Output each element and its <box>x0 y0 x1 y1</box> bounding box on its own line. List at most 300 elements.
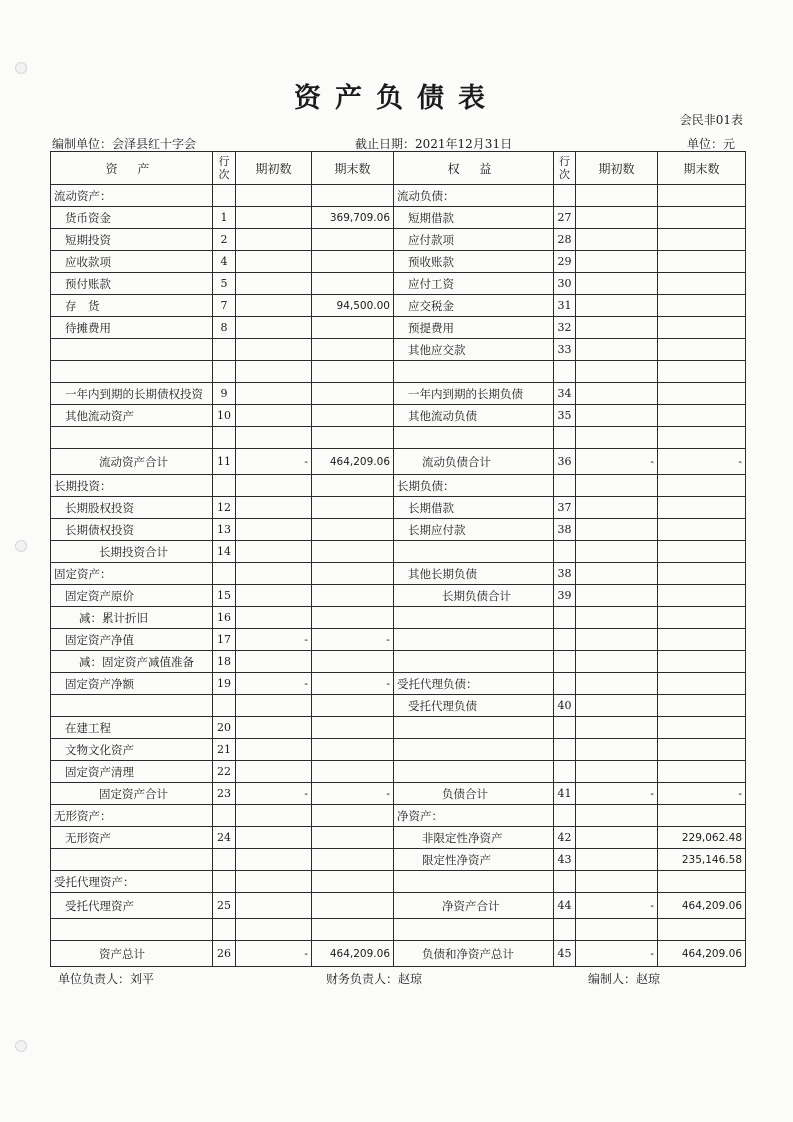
table-row <box>51 827 746 849</box>
asset-name: 无形资产： <box>51 805 213 827</box>
liability-end <box>658 519 746 541</box>
asset-line: 11 <box>213 449 236 475</box>
liability-name: 负债合计 <box>394 783 554 805</box>
liability-line <box>554 717 576 739</box>
liability-end: 464,209.06 <box>658 941 746 967</box>
asset-begin <box>236 651 312 673</box>
asset-end <box>312 427 394 449</box>
asset-line: 19 <box>213 673 236 695</box>
header-begin2: 期初数 <box>576 152 658 185</box>
liability-name: 净资产合计 <box>394 893 554 919</box>
asset-line: 12 <box>213 497 236 519</box>
punch-hole <box>15 62 27 74</box>
liability-begin <box>576 361 658 383</box>
asset-line: 2 <box>213 229 236 251</box>
liability-line <box>554 541 576 563</box>
asset-end: 369,709.06 <box>312 207 394 229</box>
asset-begin <box>236 251 312 273</box>
asset-begin <box>236 739 312 761</box>
asset-line: 20 <box>213 717 236 739</box>
liability-line <box>554 919 576 941</box>
asset-end <box>312 361 394 383</box>
asset-name: 减：固定资产减值准备 <box>51 651 213 673</box>
asset-end <box>312 805 394 827</box>
liability-end <box>658 405 746 427</box>
table-row <box>51 585 746 607</box>
liability-line: 28 <box>554 229 576 251</box>
table-row <box>51 317 746 339</box>
table-row <box>51 893 746 919</box>
liability-begin <box>576 629 658 651</box>
table-row <box>51 673 746 695</box>
liability-end <box>658 229 746 251</box>
liability-name: 净资产： <box>394 805 554 827</box>
table-row <box>51 497 746 519</box>
asset-line: 16 <box>213 607 236 629</box>
liability-name: 其他流动负债 <box>394 405 554 427</box>
liability-begin <box>576 607 658 629</box>
table-row <box>51 695 746 717</box>
asset-name: 一年内到期的长期债权投资 <box>51 383 213 405</box>
liability-begin <box>576 717 658 739</box>
asset-begin <box>236 405 312 427</box>
liability-end <box>658 761 746 783</box>
asset-name: 存 货 <box>51 295 213 317</box>
asset-begin <box>236 607 312 629</box>
liability-end <box>658 541 746 563</box>
liability-end <box>658 475 746 497</box>
asset-line: 25 <box>213 893 236 919</box>
header-line2: 行次 <box>554 152 576 185</box>
asset-line <box>213 563 236 585</box>
asset-begin <box>236 849 312 871</box>
asset-name <box>51 919 213 941</box>
liability-line: 29 <box>554 251 576 273</box>
page-title: 资产负债表 <box>294 83 499 114</box>
asset-end <box>312 761 394 783</box>
liability-begin <box>576 251 658 273</box>
liability-name: 流动负债： <box>394 185 554 207</box>
liability-line: 38 <box>554 563 576 585</box>
asset-name <box>51 361 213 383</box>
liability-begin <box>576 207 658 229</box>
liability-name <box>394 629 554 651</box>
asset-name: 固定资产合计 <box>51 783 213 805</box>
asset-end <box>312 717 394 739</box>
liability-end <box>658 295 746 317</box>
liability-end <box>658 563 746 585</box>
liability-name <box>394 871 554 893</box>
liability-name <box>394 427 554 449</box>
liability-name: 应付款项 <box>394 229 554 251</box>
asset-begin: - <box>236 629 312 651</box>
liability-end: 464,209.06 <box>658 893 746 919</box>
date-label: 截止日期：2021年12月31日 <box>355 137 513 151</box>
asset-name <box>51 339 213 361</box>
liability-begin: - <box>576 941 658 967</box>
liability-begin <box>576 651 658 673</box>
liability-name: 长期应付款 <box>394 519 554 541</box>
asset-begin <box>236 361 312 383</box>
table-row <box>51 427 746 449</box>
asset-end: - <box>312 673 394 695</box>
liability-name: 应交税金 <box>394 295 554 317</box>
liability-line <box>554 651 576 673</box>
asset-name: 受托代理资产 <box>51 893 213 919</box>
liability-begin: - <box>576 783 658 805</box>
asset-name: 固定资产清理 <box>51 761 213 783</box>
asset-line: 23 <box>213 783 236 805</box>
asset-end <box>312 405 394 427</box>
asset-begin <box>236 185 312 207</box>
liability-line <box>554 475 576 497</box>
liability-begin <box>576 761 658 783</box>
header-line: 行次 <box>213 152 236 185</box>
asset-name: 预付账款 <box>51 273 213 295</box>
asset-line: 4 <box>213 251 236 273</box>
asset-name: 短期投资 <box>51 229 213 251</box>
asset-begin <box>236 827 312 849</box>
asset-line: 21 <box>213 739 236 761</box>
asset-name: 固定资产净值 <box>51 629 213 651</box>
liability-line <box>554 739 576 761</box>
asset-begin: - <box>236 449 312 475</box>
asset-end <box>312 541 394 563</box>
liability-end <box>658 585 746 607</box>
liability-line <box>554 871 576 893</box>
liability-name: 长期负债合计 <box>394 585 554 607</box>
liability-name <box>394 651 554 673</box>
table-row <box>51 207 746 229</box>
liability-line: 39 <box>554 585 576 607</box>
asset-begin <box>236 229 312 251</box>
asset-end: - <box>312 629 394 651</box>
asset-name: 长期投资： <box>51 475 213 497</box>
asset-begin <box>236 475 312 497</box>
table-row <box>51 629 746 651</box>
liability-end <box>658 673 746 695</box>
liability-name <box>394 761 554 783</box>
asset-begin <box>236 893 312 919</box>
liability-end <box>658 651 746 673</box>
asset-name: 资产总计 <box>51 941 213 967</box>
asset-line: 1 <box>213 207 236 229</box>
liability-line <box>554 673 576 695</box>
asset-end <box>312 893 394 919</box>
liability-begin <box>576 317 658 339</box>
liability-end <box>658 427 746 449</box>
liability-name: 预提费用 <box>394 317 554 339</box>
asset-end <box>312 317 394 339</box>
asset-end <box>312 651 394 673</box>
liability-end <box>658 207 746 229</box>
asset-begin <box>236 871 312 893</box>
table-row <box>51 717 746 739</box>
liability-name <box>394 717 554 739</box>
asset-line: 9 <box>213 383 236 405</box>
asset-end <box>312 695 394 717</box>
asset-begin <box>236 497 312 519</box>
asset-line <box>213 695 236 717</box>
table-row <box>51 761 746 783</box>
liability-begin: - <box>576 893 658 919</box>
table-header <box>51 152 746 185</box>
asset-name: 待摊费用 <box>51 317 213 339</box>
asset-line: 13 <box>213 519 236 541</box>
liability-end <box>658 273 746 295</box>
asset-end <box>312 185 394 207</box>
liability-begin <box>576 229 658 251</box>
liability-line: 32 <box>554 317 576 339</box>
asset-begin: - <box>236 783 312 805</box>
liability-begin <box>576 585 658 607</box>
table-row <box>51 871 746 893</box>
liability-line: 27 <box>554 207 576 229</box>
liability-end <box>658 251 746 273</box>
liability-begin <box>576 475 658 497</box>
liability-begin <box>576 695 658 717</box>
table-row <box>51 251 746 273</box>
header-end: 期末数 <box>312 152 394 185</box>
asset-begin <box>236 273 312 295</box>
asset-end <box>312 273 394 295</box>
asset-name <box>51 695 213 717</box>
asset-name: 其他流动资产 <box>51 405 213 427</box>
table-row <box>51 519 746 541</box>
asset-line: 18 <box>213 651 236 673</box>
liability-begin <box>576 673 658 695</box>
asset-begin <box>236 339 312 361</box>
liability-begin <box>576 295 658 317</box>
asset-name: 在建工程 <box>51 717 213 739</box>
asset-line: 10 <box>213 405 236 427</box>
asset-end <box>312 383 394 405</box>
liability-line: 36 <box>554 449 576 475</box>
liability-name <box>394 739 554 761</box>
asset-end: 94,500.00 <box>312 295 394 317</box>
liability-end <box>658 361 746 383</box>
table-row <box>51 229 746 251</box>
footer-finance: 财务负责人：赵琼 <box>326 972 423 986</box>
header-begin: 期初数 <box>236 152 312 185</box>
liability-line <box>554 761 576 783</box>
asset-line <box>213 871 236 893</box>
liability-line: 31 <box>554 295 576 317</box>
liability-end <box>658 739 746 761</box>
liability-name: 其他应交款 <box>394 339 554 361</box>
liability-name: 应付工资 <box>394 273 554 295</box>
asset-name: 无形资产 <box>51 827 213 849</box>
liability-name: 短期借款 <box>394 207 554 229</box>
liability-line <box>554 607 576 629</box>
asset-line <box>213 185 236 207</box>
liability-name: 负债和净资产总计 <box>394 941 554 967</box>
liability-begin: - <box>576 449 658 475</box>
asset-line: 26 <box>213 941 236 967</box>
asset-name <box>51 849 213 871</box>
asset-begin <box>236 383 312 405</box>
liability-line: 30 <box>554 273 576 295</box>
liability-line: 45 <box>554 941 576 967</box>
table-row <box>51 849 746 871</box>
table-row <box>51 295 746 317</box>
table-row <box>51 273 746 295</box>
asset-begin: - <box>236 941 312 967</box>
liability-end: - <box>658 449 746 475</box>
liability-end <box>658 185 746 207</box>
table-row <box>51 783 746 805</box>
liability-end <box>658 871 746 893</box>
liability-line: 33 <box>554 339 576 361</box>
liability-name: 预收账款 <box>394 251 554 273</box>
punch-hole <box>15 1040 27 1052</box>
asset-begin <box>236 805 312 827</box>
liability-name: 受托代理负债： <box>394 673 554 695</box>
asset-end <box>312 251 394 273</box>
asset-name: 受托代理资产： <box>51 871 213 893</box>
liability-name <box>394 361 554 383</box>
liability-end <box>658 717 746 739</box>
liability-end: - <box>658 783 746 805</box>
asset-begin <box>236 585 312 607</box>
asset-end <box>312 585 394 607</box>
liability-line: 40 <box>554 695 576 717</box>
liability-end <box>658 497 746 519</box>
punch-hole <box>15 540 27 552</box>
table-row <box>51 941 746 967</box>
table-row <box>51 919 746 941</box>
liability-begin <box>576 849 658 871</box>
liability-begin <box>576 427 658 449</box>
liability-line <box>554 427 576 449</box>
asset-line <box>213 427 236 449</box>
liability-begin <box>576 519 658 541</box>
asset-line <box>213 339 236 361</box>
liability-line: 34 <box>554 383 576 405</box>
table-row <box>51 339 746 361</box>
liability-end: 235,146.58 <box>658 849 746 871</box>
liability-name: 受托代理负债 <box>394 695 554 717</box>
asset-end <box>312 475 394 497</box>
asset-end <box>312 919 394 941</box>
asset-line: 14 <box>213 541 236 563</box>
asset-name: 固定资产原价 <box>51 585 213 607</box>
liability-name <box>394 607 554 629</box>
liability-line <box>554 361 576 383</box>
asset-end <box>312 849 394 871</box>
asset-begin <box>236 519 312 541</box>
liability-name: 其他长期负债 <box>394 563 554 585</box>
liability-name <box>394 541 554 563</box>
liability-end <box>658 383 746 405</box>
header-asset: 资 产 <box>51 152 213 185</box>
table-row <box>51 607 746 629</box>
table-row <box>51 805 746 827</box>
table-row <box>51 541 746 563</box>
asset-name: 流动资产合计 <box>51 449 213 475</box>
asset-end <box>312 229 394 251</box>
liability-name: 限定性净资产 <box>394 849 554 871</box>
liability-begin <box>576 919 658 941</box>
asset-end <box>312 497 394 519</box>
asset-begin <box>236 541 312 563</box>
liability-begin <box>576 871 658 893</box>
asset-name <box>51 427 213 449</box>
liability-begin <box>576 185 658 207</box>
liability-end <box>658 919 746 941</box>
footer-head: 单位负责人：刘平 <box>58 972 155 986</box>
table-row <box>51 405 746 427</box>
asset-line: 8 <box>213 317 236 339</box>
header-end2: 期末数 <box>658 152 746 185</box>
asset-line <box>213 849 236 871</box>
asset-line: 15 <box>213 585 236 607</box>
asset-line: 5 <box>213 273 236 295</box>
asset-end <box>312 519 394 541</box>
liability-begin <box>576 497 658 519</box>
org-label: 编制单位：会泽县红十字会 <box>52 137 197 151</box>
table-row <box>51 475 746 497</box>
table-row <box>51 739 746 761</box>
liability-line: 35 <box>554 405 576 427</box>
liability-name: 长期负债： <box>394 475 554 497</box>
liability-begin <box>576 541 658 563</box>
asset-name: 应收款项 <box>51 251 213 273</box>
liability-line <box>554 629 576 651</box>
liability-line: 37 <box>554 497 576 519</box>
asset-begin <box>236 761 312 783</box>
asset-name: 流动资产： <box>51 185 213 207</box>
asset-name: 固定资产： <box>51 563 213 585</box>
liability-begin <box>576 273 658 295</box>
asset-end: - <box>312 783 394 805</box>
asset-begin <box>236 919 312 941</box>
asset-name: 减：累计折旧 <box>51 607 213 629</box>
liability-begin <box>576 339 658 361</box>
liability-end: 229,062.48 <box>658 827 746 849</box>
header-liab: 权 益 <box>394 152 554 185</box>
liability-line: 41 <box>554 783 576 805</box>
asset-end <box>312 563 394 585</box>
asset-line: 24 <box>213 827 236 849</box>
liability-begin <box>576 383 658 405</box>
asset-end <box>312 339 394 361</box>
asset-line: 22 <box>213 761 236 783</box>
balance-sheet-table <box>50 151 746 967</box>
asset-line <box>213 475 236 497</box>
asset-begin <box>236 563 312 585</box>
liability-end <box>658 317 746 339</box>
asset-begin <box>236 295 312 317</box>
liability-line: 43 <box>554 849 576 871</box>
asset-begin: - <box>236 673 312 695</box>
table-row <box>51 651 746 673</box>
asset-name: 固定资产净额 <box>51 673 213 695</box>
asset-end <box>312 739 394 761</box>
liability-line: 38 <box>554 519 576 541</box>
asset-line: 17 <box>213 629 236 651</box>
asset-name: 货币资金 <box>51 207 213 229</box>
asset-end: 464,209.06 <box>312 449 394 475</box>
liability-end <box>658 695 746 717</box>
asset-name: 长期投资合计 <box>51 541 213 563</box>
table-row <box>51 563 746 585</box>
asset-end: 464,209.06 <box>312 941 394 967</box>
liability-name: 长期借款 <box>394 497 554 519</box>
asset-end <box>312 607 394 629</box>
table-row <box>51 185 746 207</box>
asset-line: 7 <box>213 295 236 317</box>
